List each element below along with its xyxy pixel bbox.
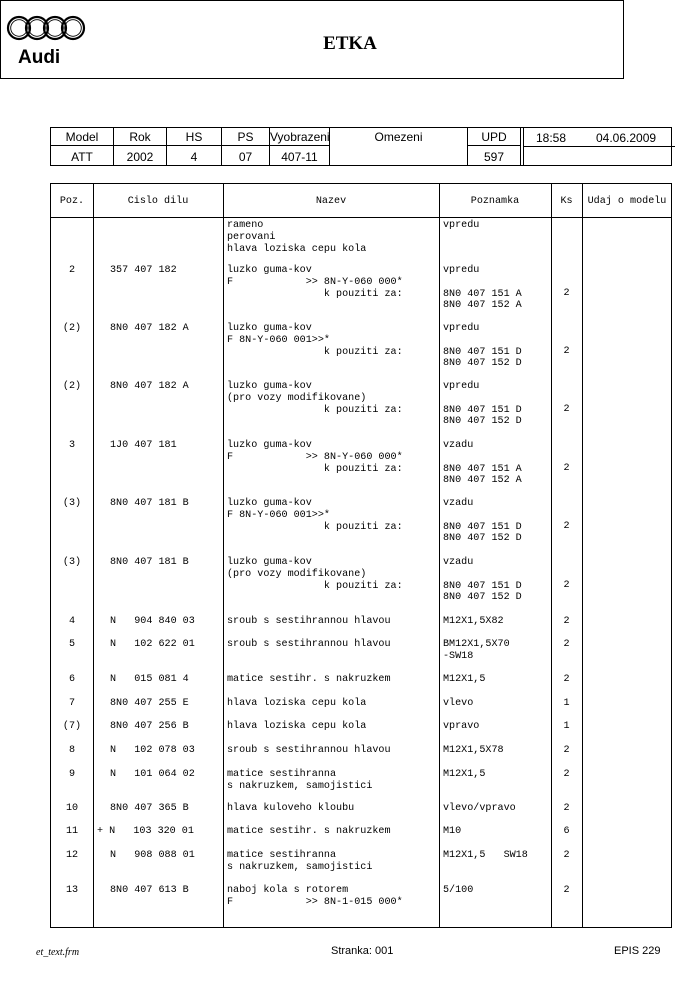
- meta-upd-label: UPD: [468, 130, 520, 146]
- row-poz: (3): [62, 557, 82, 568]
- row-poznamka-line: vlevo: [443, 698, 474, 709]
- row-nazev-line: k pouziti za:: [227, 463, 403, 475]
- meta-omezeni: [330, 128, 468, 165]
- row-cislo-dilu: N 102 622 01: [110, 639, 195, 650]
- row-poznamka-line: 5/100: [443, 885, 474, 896]
- row-nazev-line: matice sestihranna: [227, 769, 337, 780]
- row-cislo-dilu: 8N0 407 181 B: [110, 498, 189, 509]
- row-poznamka-line: M12X1,5X78: [443, 745, 504, 756]
- row-poz: 8: [68, 745, 76, 756]
- audi-logo-text: Audi: [18, 47, 61, 68]
- row-cislo-dilu: 8N0 407 182 A: [110, 381, 189, 392]
- row-ks: 2: [563, 580, 570, 591]
- row-poznamka-line: M10: [443, 826, 462, 837]
- header-box: [0, 0, 624, 79]
- row-cislo-dilu: 8N0 407 256 B: [110, 721, 189, 732]
- row-nazev-line: k pouziti za:: [227, 580, 403, 592]
- row-nazev-line: matice sestihr. s nakruzkem: [227, 674, 391, 685]
- row-poz: 3: [68, 440, 76, 451]
- row-poznamka-line: vlevo/vpravo: [443, 803, 516, 814]
- row-poz: (3): [62, 498, 82, 509]
- meta-model: [51, 128, 114, 165]
- row-poznamka-line: vzadu: [443, 440, 474, 451]
- row-nazev-line: s nakruzkem, samojistici: [227, 861, 373, 873]
- meta-box: [50, 127, 672, 166]
- row-poznamka-line: 8N0 407 152 D: [443, 592, 522, 604]
- row-poz: 7: [68, 698, 76, 709]
- row-poznamka-line: 8N0 407 152 D: [443, 358, 522, 370]
- row-nazev-line: F 8N-Y-060 001>>*: [227, 334, 330, 346]
- meta-model-value: ATT: [71, 150, 93, 164]
- row-ks: 2: [563, 745, 570, 756]
- header-ks: Ks: [560, 196, 573, 207]
- row-nazev-line: perovani: [227, 231, 276, 243]
- row-nazev-line: k pouziti za:: [227, 404, 403, 416]
- row-nazev-line: sroub s sestihrannou hlavou: [227, 639, 391, 650]
- footer-page: Stranka: 001: [331, 945, 394, 957]
- row-ks: 2: [563, 616, 570, 627]
- row-poz: 5: [68, 639, 76, 650]
- row-poznamka-line: M12X1,5 SW18: [443, 850, 528, 861]
- row-poznamka-line: 8N0 407 151 A: [443, 463, 522, 475]
- row-poz: 2: [68, 265, 76, 276]
- row-ks: 2: [563, 463, 570, 474]
- row-nazev-line: hlava loziska cepu kola: [227, 721, 367, 732]
- row-poz: 10: [65, 803, 79, 814]
- meta-date: 04.06.2009: [596, 131, 657, 145]
- row-cislo-dilu: N 101 064 02: [110, 769, 195, 780]
- row-nazev-line: k pouziti za:: [227, 346, 403, 358]
- row-ks: 2: [563, 521, 570, 532]
- row-poznamka-line: 8N0 407 152 D: [443, 533, 522, 545]
- row-cislo-dilu: 8N0 407 255 E: [110, 698, 189, 709]
- row-nazev-line: k pouziti za:: [227, 288, 403, 300]
- row-ks: 1: [563, 721, 570, 732]
- row-poz: 12: [65, 850, 79, 861]
- row-poznamka-line: vpredu: [443, 381, 480, 392]
- row-ks: 2: [563, 639, 570, 650]
- row-ks: 2: [563, 346, 570, 357]
- row-nazev-line: (pro vozy modifikovane): [227, 568, 367, 580]
- row-nazev-line: luzko guma-kov: [227, 265, 312, 276]
- row-poznamka-line: vpravo: [443, 721, 480, 732]
- row-poznamka-line: 8N0 407 151 D: [443, 521, 522, 533]
- row-poznamka-line: BM12X1,5X70: [443, 639, 510, 650]
- row-cislo-dilu: 8N0 407 181 B: [110, 557, 189, 568]
- meta-ps-value: 07: [238, 150, 253, 164]
- row-poznamka-line: 8N0 407 152 A: [443, 300, 522, 312]
- row-poznamka-line: vzadu: [443, 557, 474, 568]
- row-poznamka-line: 8N0 407 151 D: [443, 346, 522, 358]
- row-nazev-line: luzko guma-kov: [227, 557, 312, 568]
- row-poz: (2): [62, 323, 82, 334]
- row-cislo-dilu: 357 407 182: [110, 265, 177, 276]
- row-ks: 6: [563, 826, 570, 837]
- row-poz: 9: [68, 769, 76, 780]
- header-udaj-o-modelu: Udaj o modelu: [587, 196, 667, 207]
- row-nazev-line: luzko guma-kov: [227, 323, 312, 334]
- row-nazev-line: s nakruzkem, samojistici: [227, 780, 373, 792]
- meta-timestamp: [523, 128, 675, 165]
- meta-omezeni-label: Omezeni: [374, 130, 423, 144]
- meta-vyobrazeni-value: 407-11: [281, 150, 318, 164]
- row-nazev-line: F >> 8N-Y-060 000*: [227, 451, 403, 463]
- row-poznamka-line: M12X1,5: [443, 769, 486, 780]
- meta-hs: [167, 128, 222, 165]
- row-poznamka-line: vpredu: [443, 265, 480, 276]
- row-poznamka-line: 8N0 407 151 D: [443, 404, 522, 416]
- parts-table: [50, 183, 672, 928]
- row-cislo-dilu: N 908 088 01: [110, 850, 195, 861]
- meta-vyobrazeni: [270, 128, 330, 165]
- meta-rok-value: 2002: [126, 150, 154, 164]
- meta-time: 18:58: [536, 131, 567, 145]
- header-nazev: Nazev: [315, 196, 347, 207]
- row-nazev-line: sroub s sestihrannou hlavou: [227, 745, 391, 756]
- row-cislo-dilu: N 904 840 03: [110, 616, 195, 627]
- row-ks: 2: [563, 803, 570, 814]
- row-nazev-line: (pro vozy modifikovane): [227, 392, 367, 404]
- header-poznamka: Poznamka: [470, 196, 520, 207]
- row-poz: 6: [68, 674, 76, 685]
- row-poznamka-line: M12X1,5: [443, 674, 486, 685]
- row-nazev-line: luzko guma-kov: [227, 498, 312, 509]
- footer-right: EPIS 229: [614, 945, 661, 957]
- row-poz: (7): [62, 721, 82, 732]
- row-poznamka-line: M12X1,5X82: [443, 616, 504, 627]
- row-poznamka-line: 8N0 407 152 D: [443, 416, 522, 428]
- row-cislo-dilu: N 015 081 4: [110, 674, 189, 685]
- row-ks: 2: [563, 769, 570, 780]
- row-nazev-line: hlava kuloveho kloubu: [227, 803, 355, 814]
- meta-hs-label: HS: [167, 130, 221, 146]
- row-nazev-line: hlava loziska cepu kola: [227, 698, 367, 709]
- row-poz: 4: [68, 616, 76, 627]
- meta-model-label: Model: [51, 130, 113, 146]
- row-nazev-line: luzko guma-kov: [227, 381, 312, 392]
- row-cislo-dilu: 8N0 407 365 B: [110, 803, 189, 814]
- header-cislo-dilu: Cislo dilu: [127, 196, 189, 207]
- row-nazev-line: hlava loziska cepu kola: [227, 243, 367, 255]
- row-nazev-line: sroub s sestihrannou hlavou: [227, 616, 391, 627]
- row-ks: 2: [563, 288, 570, 299]
- row-nazev-line: luzko guma-kov: [227, 440, 312, 451]
- meta-hs-value: 4: [190, 150, 198, 164]
- row-cislo-dilu: 8N0 407 613 B: [110, 885, 189, 896]
- row-nazev-line: rameno: [227, 220, 264, 231]
- row-poz: 13: [65, 885, 79, 896]
- row-poznamka-line: vpredu: [443, 323, 480, 334]
- row-nazev-line: matice sestihr. s nakruzkem: [227, 826, 391, 837]
- row-poznamka-line: 8N0 407 151 A: [443, 288, 522, 300]
- row-ks: 2: [563, 850, 570, 861]
- row-poznamka-line: -SW18: [443, 650, 474, 662]
- row-poz: (2): [62, 381, 82, 392]
- row-nazev-line: F >> 8N-1-015 000*: [227, 896, 403, 908]
- row-ks: 2: [563, 404, 570, 415]
- meta-ps-label: PS: [222, 130, 269, 146]
- meta-vyobrazeni-label: Vyobrazeni: [270, 130, 330, 144]
- header-poz: Poz.: [59, 196, 85, 207]
- row-poznamka-line: vpredu: [443, 220, 480, 231]
- row-nazev-line: matice sestihranna: [227, 850, 337, 861]
- row-poznamka-line: 8N0 407 152 A: [443, 475, 522, 487]
- meta-upd-value: 597: [483, 150, 505, 164]
- row-nazev-line: F 8N-Y-060 001>>*: [227, 509, 330, 521]
- row-cislo-dilu: N 102 078 03: [110, 745, 195, 756]
- row-poznamka-line: vzadu: [443, 498, 474, 509]
- meta-upd: [468, 128, 521, 165]
- row-nazev-line: k pouziti za:: [227, 521, 403, 533]
- footer-left: et_text.frm: [36, 947, 80, 958]
- row-poznamka-line: 8N0 407 151 D: [443, 580, 522, 592]
- row-cislo-dilu: 8N0 407 182 A: [110, 323, 189, 334]
- row-nazev-line: naboj kola s rotorem: [227, 885, 349, 896]
- row-cislo-dilu: 1J0 407 181: [110, 440, 177, 451]
- meta-rok-label: Rok: [114, 130, 166, 146]
- row-ks: 2: [563, 674, 570, 685]
- row-nazev-line: F >> 8N-Y-060 000*: [227, 276, 403, 288]
- row-cislo-dilu: + N 103 320 01: [97, 826, 194, 837]
- meta-rok: [114, 128, 167, 165]
- row-ks: 2: [563, 885, 570, 896]
- row-ks: 1: [563, 698, 570, 709]
- page-title: ETKA: [323, 33, 377, 54]
- meta-ps: [222, 128, 270, 165]
- row-poz: 11: [65, 826, 79, 837]
